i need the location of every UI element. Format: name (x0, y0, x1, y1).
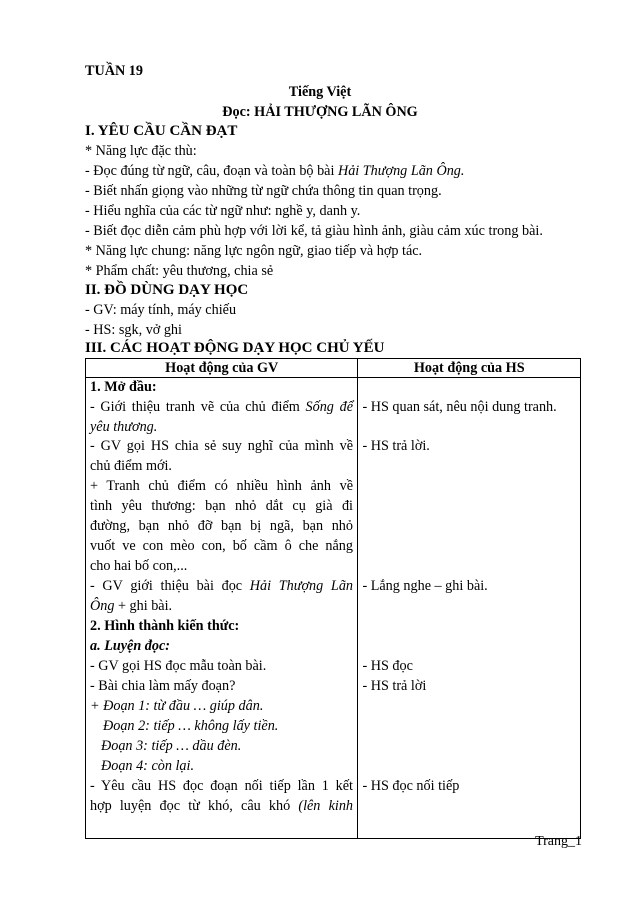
gv-line: yêu thương. (90, 419, 158, 435)
gv-line: - GV giới thiệu bài đọc Hải Thượng Lãn (90, 578, 354, 594)
section1-line: * Phẩm chất: yêu thương, chia sẻ (85, 263, 274, 279)
gv-line: đường, bạn nhỏ đỡ bạn bị ngã, bạn nhỏ (90, 518, 353, 534)
lesson-title: Đọc: HẢI THƯỢNG LÃN ÔNG (222, 104, 418, 120)
week-label: TUẦN 19 (85, 63, 143, 79)
section1-line: * Năng lực chung: năng lực ngôn ngữ, giao tiếp và hợp tác. (85, 243, 423, 259)
hs-line: - HS đọc (362, 658, 413, 674)
gv-paragraph-item: Đoạn 2: tiếp … không lấy tiền. (103, 718, 279, 734)
gv-paragraph-item: + Đoạn 1: từ đầu … giúp dân. (90, 698, 264, 714)
section3-heading: III. CÁC HOẠT ĐỘNG DẠY HỌC CHỦ YẾU (85, 340, 385, 356)
gv-line: cho hai bố con,... (90, 558, 188, 574)
section1-line: - Đọc đúng từ ngữ, câu, đoạn và toàn bộ bài Hải Thượng Lãn Ông. (85, 163, 465, 179)
gv-paragraph-item: Đoạn 3: tiếp … dầu đèn. (101, 738, 242, 754)
hs-line: - HS trả lời. (362, 438, 430, 454)
hs-line: - HS quan sát, nêu nội dung tranh. (362, 399, 557, 415)
hs-cell (358, 378, 581, 839)
section2-line: - GV: máy tính, máy chiếu (85, 302, 237, 318)
gv-line: - GV gọi HS đọc mẫu toàn bài. (90, 658, 267, 674)
section2-heading: II. ĐỒ DÙNG DẠY HỌC (85, 282, 249, 298)
subject-title: Tiếng Việt (288, 84, 352, 100)
section1-line: - Hiểu nghĩa của các từ ngữ như: nghề y, danh y. (85, 203, 361, 219)
col-header-gv: Hoạt động của GV (86, 359, 358, 378)
gv-heading: 1. Mở đầu: (90, 379, 157, 395)
gv-line: + Tranh chủ điểm có nhiều hình ảnh về (90, 478, 353, 494)
gv-line: - Bài chia làm mấy đoạn? (90, 678, 236, 694)
hs-line: - HS đọc nối tiếp (362, 778, 460, 794)
section1-heading: I. YÊU CẦU CẦN ĐẠT (85, 123, 238, 139)
gv-line: - GV gọi HS chia sẻ suy nghĩ của mình về (90, 438, 353, 454)
gv-paragraph-item: Đoạn 4: còn lại. (101, 758, 194, 774)
gv-heading: 2. Hình thành kiến thức: (90, 618, 240, 634)
gv-line: - Yêu cầu HS đọc đoạn nối tiếp lần 1 kết (90, 778, 353, 794)
hs-line: - Lắng nghe – ghi bài. (362, 578, 488, 594)
gv-cell (86, 378, 358, 839)
section1-line: - Biết nhấn giọng vào những từ ngữ chứa thông tin quan trọng. (85, 183, 442, 199)
page-number: Trang_1 (535, 834, 582, 849)
col-header-hs: Hoạt động của HS (358, 359, 581, 378)
gv-line: hợp luyện đọc từ khó, câu khó (lên kinh (90, 798, 354, 814)
gv-line: tình yêu thương: bạn nhỏ dắt cụ già đi (90, 498, 353, 514)
gv-line: - Giới thiệu tranh vẽ của chủ điểm Sống để (90, 399, 353, 415)
section1-line: - Biết đọc diễn cảm phù hợp với lời kể, tả giàu hình ảnh, giàu cảm xúc trong bài. (85, 223, 543, 239)
gv-subheading: a. Luyện đọc: (90, 638, 170, 654)
section2-line: - HS: sgk, vở ghi (85, 322, 182, 338)
activities-table (85, 358, 581, 839)
hs-line: - HS trả lời (362, 678, 427, 694)
gv-line: chủ điểm mới. (90, 458, 172, 474)
gv-line: vuốt ve con mèo con, bố cầm ô che nắng (90, 538, 353, 554)
section1-line: * Năng lực đặc thù: (85, 143, 197, 159)
gv-line: Ông + ghi bài. (90, 598, 173, 614)
